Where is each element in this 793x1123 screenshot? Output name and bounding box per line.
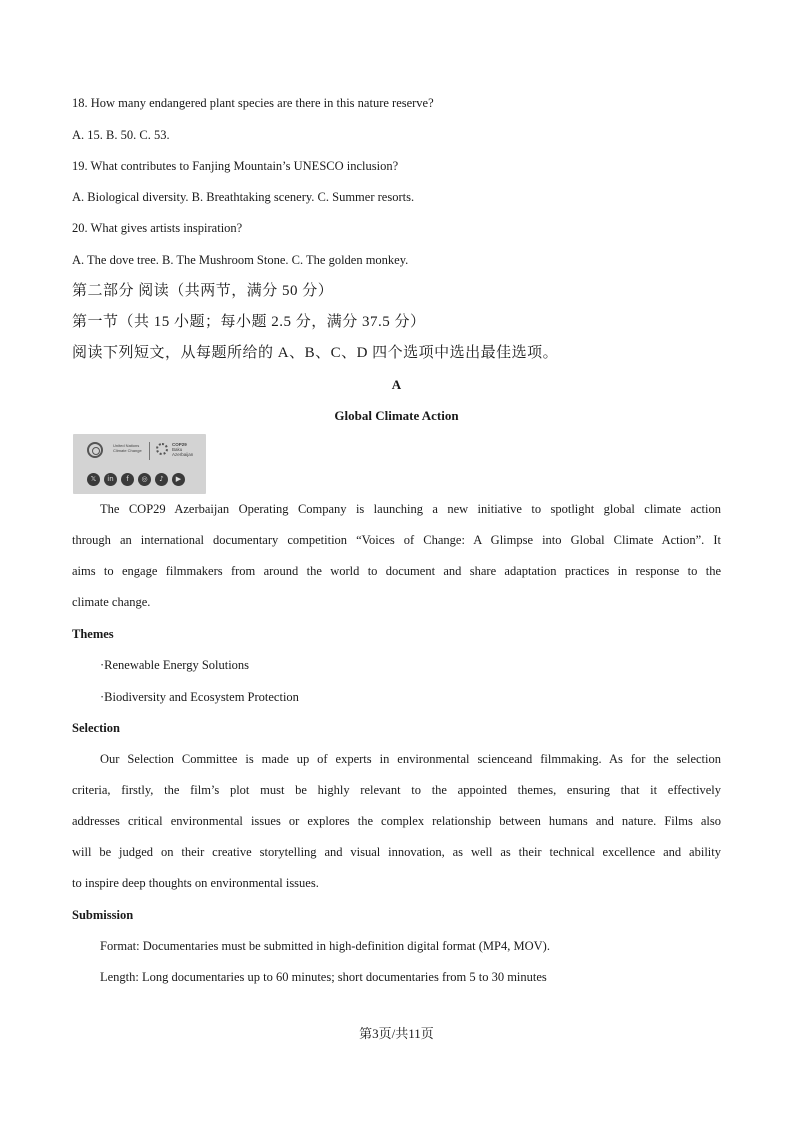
page-number: 第3页/共11页	[359, 1026, 434, 1041]
selection-line: Our Selection Committee is made up of experts in environmental scienceand filmmaking. As for the selection	[100, 752, 721, 766]
x-icon: 𝕏	[87, 473, 100, 486]
section-instruction: 阅读下列短文，从每题所给的 A、B、C、D 四个选项中选出最佳选项。	[72, 345, 559, 361]
selection-line: to inspire deep thoughts on environmental issues.	[72, 876, 319, 890]
un-climate-change-icon	[87, 442, 103, 458]
passage-title: Global Climate Action	[334, 408, 459, 423]
section-part-heading: 第二部分 阅读（共两节，满分 50 分）	[72, 283, 334, 299]
selection-heading: Selection	[72, 721, 120, 735]
cop29-emblem-icon	[156, 443, 168, 455]
tiktok-icon: ♪	[155, 473, 168, 486]
submission-heading: Submission	[72, 908, 134, 922]
passage-letter: A	[391, 377, 402, 392]
question-18: 18. How many endangered plant species are there in this nature reserve?	[72, 96, 434, 110]
selection-line: criteria, firstly, the film’s plot must be highly relevant to the appointed themes, ensuring that it effectively	[72, 783, 721, 797]
intro-paragraph	[72, 494, 721, 618]
un-logo-text: United Nations Climate Change	[113, 443, 142, 453]
linkedin-icon: in	[104, 473, 117, 486]
question-19-options: A. Biological diversity. B. Breathtaking scenery. C. Summer resorts.	[72, 190, 415, 204]
selection-line: will be judged on their creative storytelling and visual innovation, as well as their technical excellence and ability	[72, 845, 721, 859]
instagram-icon: ◎	[138, 473, 151, 486]
submission-format: Format: Documentaries must be submitted in high-definition digital format (MP4, MOV).	[100, 939, 550, 953]
question-19: 19. What contributes to Fanjing Mountain’s UNESCO inclusion?	[72, 159, 399, 173]
logo-divider	[149, 442, 150, 460]
theme-item: ·Biodiversity and Ecosystem Protection	[100, 690, 299, 704]
question-20-options: A. The dove tree. B. The Mushroom Stone. C. The golden monkey.	[72, 253, 409, 267]
submission-length: Length: Long documentaries up to 60 minutes; short documentaries from 5 to 30 minutes	[100, 970, 547, 984]
selection-line: addresses critical environmental issues or explores the complex relationship between humans and nature. Films also	[72, 814, 721, 828]
themes-heading: Themes	[72, 627, 114, 641]
theme-item: ·Renewable Energy Solutions	[100, 658, 250, 672]
selection-paragraph	[72, 744, 721, 899]
intro-line: aims to engage filmmakers from around the world to document and share adaptation practices in response to the	[72, 564, 721, 578]
intro-line: climate change.	[72, 595, 151, 609]
youtube-icon: ▶	[172, 473, 185, 486]
social-icons-row	[87, 473, 185, 486]
cop29-logo-text: COP29 Baku Azerbaijan	[172, 442, 194, 457]
facebook-icon: f	[121, 473, 134, 486]
question-18-options: A. 15. B. 50. C. 53.	[72, 128, 170, 142]
intro-line: through an international documentary competition “Voices of Change: A Glimpse into Global Climate Action”. It	[72, 533, 721, 547]
cop29-logo-image	[73, 434, 206, 494]
section-subsection-heading: 第一节（共 15 小题；每小题 2.5 分，满分 37.5 分）	[72, 314, 426, 330]
question-20: 20. What gives artists inspiration?	[72, 221, 243, 235]
intro-line: The COP29 Azerbaijan Operating Company is launching a new initiative to spotlight global climate action	[100, 502, 721, 516]
